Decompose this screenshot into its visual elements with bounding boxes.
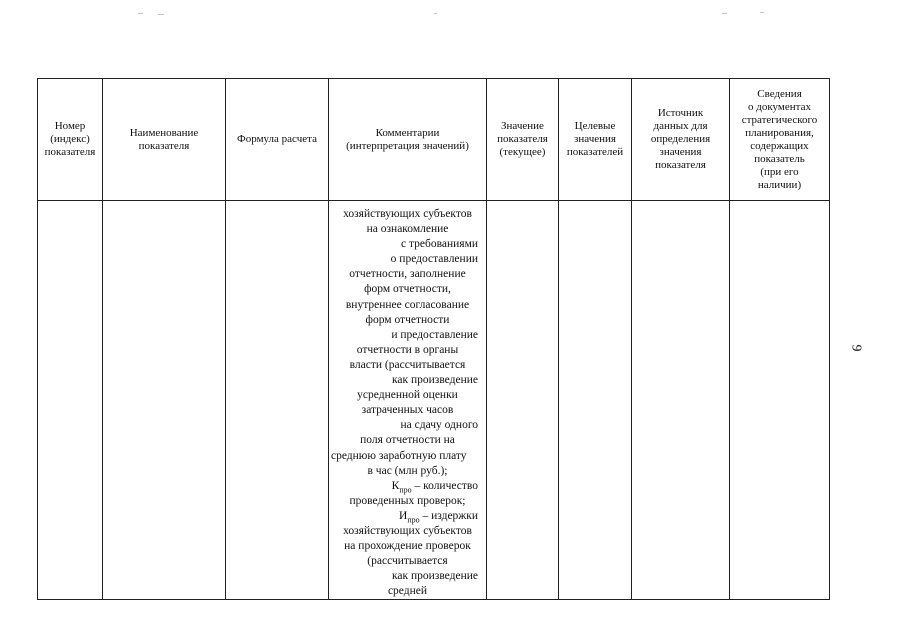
comment-line: поля отчетности на	[360, 434, 455, 447]
table-row	[38, 201, 830, 600]
header-target-values: Целевые значения показателей	[559, 79, 632, 201]
cell-data-source	[632, 201, 730, 600]
cell-formula	[226, 201, 329, 600]
table-header-row	[38, 79, 830, 201]
header-strategic-docs: Сведения о документах стратегического планирования, содержащих показатель (при его наличии)	[730, 79, 830, 201]
comment-line: на ознакомление	[366, 223, 449, 236]
page-number: 9	[848, 344, 864, 352]
comment-line: в час (млн руб.);	[367, 464, 448, 477]
scan-artifact	[722, 13, 727, 14]
comment-line: власти (рассчитывается	[349, 358, 466, 371]
comment-line: средней	[387, 585, 428, 598]
i-pro-line: $И_{про}$ – издержки	[399, 509, 478, 525]
comment-line: как произведение	[391, 374, 478, 387]
cell-target-values	[559, 201, 632, 600]
comment-line: и предоставление	[391, 328, 478, 341]
comment-line: хозяйствующих субъектов	[343, 524, 472, 537]
header-comments: Комментарии (интерпретация значений)	[329, 79, 487, 201]
comment-line: среднюю заработную плату	[331, 449, 467, 462]
tail-lines	[329, 524, 486, 599]
comment-line: на сдачу одного	[400, 419, 478, 432]
indicators-table	[37, 78, 830, 600]
comment-line: хозяйствующих субъектов	[343, 208, 472, 220]
comment-line: внутреннее согласование	[345, 298, 470, 311]
cell-comments	[329, 201, 487, 600]
scan-artifact	[138, 13, 143, 14]
header-formula: Формула расчета	[226, 79, 329, 201]
cell-strategic-docs	[730, 201, 830, 600]
comment-line: о предоставлении	[390, 253, 478, 266]
k-pro-continuation: проведенных проверок;	[349, 494, 466, 507]
cell-index	[38, 201, 103, 600]
comment-line: отчетности, заполнение	[349, 268, 466, 281]
scan-artifact	[434, 13, 437, 14]
comment-line: как произведение	[391, 570, 478, 583]
comment-line: (рассчитывается	[367, 555, 448, 568]
comment-line: отчетности в органы	[356, 343, 459, 356]
header-current-value: Значение показателя (текущее)	[487, 79, 559, 201]
comment-lines	[329, 207, 486, 479]
comment-line: усредненной оценки	[357, 389, 458, 402]
k-pro-line: $К_{про}$ – количество	[391, 479, 478, 494]
comment-line: форм отчетности	[365, 313, 450, 326]
comment-line: с требованиями	[400, 238, 478, 251]
cell-current-value	[487, 201, 559, 600]
comment-line: на прохождение проверок	[344, 540, 471, 553]
comment-line: затраченных часов	[361, 404, 454, 417]
scan-artifact	[760, 12, 764, 13]
cell-name	[103, 201, 226, 600]
scan-artifact	[158, 14, 164, 15]
header-name: Наименование показателя	[103, 79, 226, 201]
header-index: Номер (индекс) показателя	[38, 79, 103, 201]
comment-line: форм отчетности,	[364, 283, 451, 296]
header-data-source: Источник данных для определения значения показателя	[632, 79, 730, 201]
